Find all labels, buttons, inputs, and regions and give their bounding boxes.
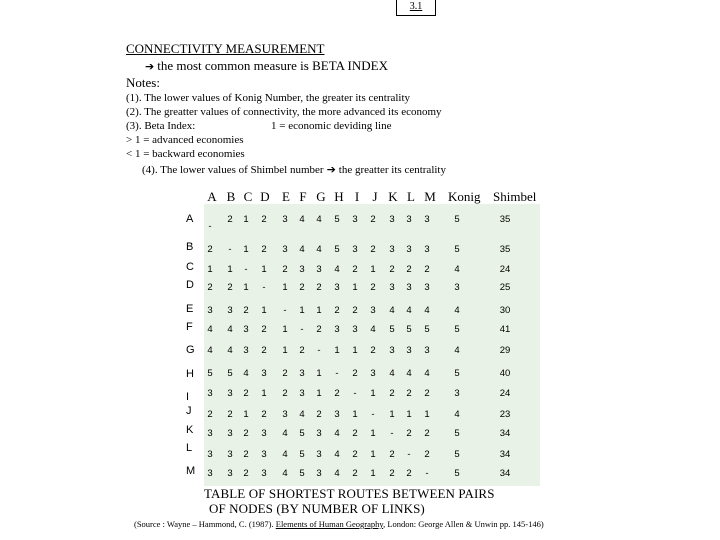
table-cell: 1 <box>424 409 430 420</box>
table-cell: 2 <box>424 264 430 275</box>
table-cell: - <box>300 324 304 335</box>
table-cell: 2 <box>243 388 249 399</box>
table-cell: 3 <box>352 324 358 335</box>
table-cell: 2 <box>299 345 305 356</box>
table-cell: 2 <box>389 388 395 399</box>
row-label-a: A <box>186 213 194 225</box>
shimbel-value: 35 <box>499 244 511 255</box>
table-cell: 1 <box>227 264 233 275</box>
table-cell: 2 <box>424 449 430 460</box>
table-cell: 1 <box>370 264 376 275</box>
column-header-f: F <box>299 189 307 204</box>
caption-line-2: OF NODES (BY NUMBER OF LINKS) <box>209 501 425 516</box>
row-label-k: K <box>186 424 194 436</box>
table-cell: 2 <box>370 244 376 255</box>
table-cell: 4 <box>406 368 412 379</box>
table-cell: 4 <box>370 324 376 335</box>
table-cell: 2 <box>352 368 358 379</box>
table-cell: 3 <box>424 244 430 255</box>
table-cell: 1 <box>352 282 358 293</box>
konig-value: 5 <box>454 368 460 379</box>
table-cell: - <box>262 282 266 293</box>
table-cell: - <box>283 305 287 316</box>
column-header-e: E <box>282 189 290 204</box>
source-after: , London: George Allen & Unwin pp. 145-146) <box>383 519 544 529</box>
table-cell: 4 <box>389 368 395 379</box>
table-cell: 2 <box>227 214 233 225</box>
column-header-l: L <box>407 189 415 204</box>
table-cell: 3 <box>227 305 233 316</box>
table-cell: 4 <box>389 305 395 316</box>
table-cell: - <box>208 221 212 232</box>
row-label-m: M <box>186 465 196 477</box>
table-cell: 5 <box>389 324 395 335</box>
table-cell: 3 <box>261 468 267 479</box>
table-cell: - <box>425 468 429 479</box>
table-cell: 4 <box>334 468 340 479</box>
konig-value: 4 <box>454 409 460 420</box>
table-cell: 3 <box>406 214 412 225</box>
column-header-g: G <box>316 189 326 204</box>
table-cell: 3 <box>424 282 430 293</box>
row-label-j: J <box>186 405 192 417</box>
table-cell: 4 <box>227 345 233 356</box>
table-cell: 3 <box>316 428 322 439</box>
shimbel-value: 24 <box>499 388 511 399</box>
table-row <box>204 280 540 296</box>
notes-label: Notes: <box>126 75 160 90</box>
table-cell: 1 <box>261 264 267 275</box>
table-cell: 1 <box>334 345 340 356</box>
table-cell: 3 <box>227 468 233 479</box>
table-cell: 4 <box>282 449 288 460</box>
shimbel-value: 34 <box>499 468 511 479</box>
table-cell: 5 <box>299 468 305 479</box>
table-row <box>204 447 540 463</box>
table-cell: 1 <box>370 388 376 399</box>
table-cell: 3 <box>406 244 412 255</box>
konig-value: 4 <box>454 305 460 316</box>
table-cell: 2 <box>207 244 213 255</box>
konig-value: 4 <box>454 264 460 275</box>
table-cell: 1 <box>316 305 322 316</box>
table-cell: 4 <box>424 305 430 316</box>
column-header-a: A <box>207 189 217 204</box>
table-cell: 5 <box>334 214 340 225</box>
table-cell: 4 <box>334 264 340 275</box>
konig-value: 3 <box>454 282 460 293</box>
table-cell: 2 <box>299 282 305 293</box>
table-cell: 2 <box>352 449 358 460</box>
shimbel-value: 29 <box>499 345 511 356</box>
subtitle <box>142 58 388 74</box>
table-row <box>204 303 540 319</box>
table-cell: 1 <box>243 214 249 225</box>
table-cell: - <box>353 388 357 399</box>
note-4-after: the greatter its centrality <box>338 164 446 176</box>
column-header-shimbel: Shimbel <box>493 189 537 204</box>
shimbel-value: 23 <box>499 409 511 420</box>
column-header-k: K <box>388 189 398 204</box>
table-cell: 1 <box>406 409 412 420</box>
table-cell: 5 <box>406 324 412 335</box>
table-cell: 3 <box>406 345 412 356</box>
table-cell: 2 <box>406 388 412 399</box>
table-cell: 1 <box>370 428 376 439</box>
arrow-right-icon: ➔ <box>145 60 155 73</box>
konig-value: 5 <box>454 468 460 479</box>
konig-value: 3 <box>454 388 460 399</box>
table-cell: 3 <box>389 282 395 293</box>
table-cell: 1 <box>282 345 288 356</box>
shimbel-value: 40 <box>499 368 511 379</box>
table-cell: 3 <box>207 388 213 399</box>
table-cell: 4 <box>406 305 412 316</box>
table-cell: 3 <box>389 214 395 225</box>
row-label-l: L <box>186 442 193 454</box>
note-3-advanced: > 1 = advanced economies <box>126 134 244 146</box>
table-cell: 4 <box>424 368 430 379</box>
table-cell: 2 <box>334 388 340 399</box>
table-cell: 2 <box>316 409 322 420</box>
column-header-konig: Konig <box>448 189 481 204</box>
table-cell: 3 <box>389 244 395 255</box>
table-cell: - <box>407 449 411 460</box>
table-cell: 1 <box>243 409 249 420</box>
table-row <box>204 386 540 402</box>
caption-line-1: TABLE OF SHORTEST ROUTES BETWEEN PAIRS <box>204 486 495 501</box>
table-cell: 4 <box>282 468 288 479</box>
note-3-label: (3). Beta Index: <box>126 120 196 132</box>
table-cell: 5 <box>227 368 233 379</box>
table-cell: 3 <box>243 324 249 335</box>
table-cell: 1 <box>282 324 288 335</box>
shimbel-value: 41 <box>499 324 511 335</box>
table-cell: 2 <box>389 468 395 479</box>
column-header-m: M <box>424 189 436 204</box>
table-cell: 2 <box>406 428 412 439</box>
table-cell: 4 <box>243 368 249 379</box>
table-row <box>204 366 540 382</box>
table-cell: 2 <box>389 264 395 275</box>
table-cell: 1 <box>261 388 267 399</box>
row-label-b: B <box>186 241 194 253</box>
table-cell: 3 <box>261 449 267 460</box>
note-3-backward: < 1 = backward economies <box>126 148 245 160</box>
table-cell: 4 <box>316 214 322 225</box>
table-cell: 4 <box>299 244 305 255</box>
table-cell: 3 <box>227 449 233 460</box>
row-label-d: D <box>186 279 194 291</box>
shortest-routes-matrix <box>204 204 540 486</box>
table-cell: 3 <box>352 214 358 225</box>
table-cell: 4 <box>316 244 322 255</box>
table-cell: 4 <box>299 214 305 225</box>
konig-value: 5 <box>454 214 460 225</box>
table-cell: 2 <box>389 449 395 460</box>
arrow-right-icon: ➔ <box>326 163 336 176</box>
row-label-g: G <box>186 344 195 356</box>
konig-value: 5 <box>454 449 460 460</box>
table-cell: 3 <box>282 409 288 420</box>
table-row <box>204 407 540 423</box>
table-cell: 3 <box>243 345 249 356</box>
table-cell: 4 <box>282 428 288 439</box>
table-cell: - <box>371 409 375 420</box>
shimbel-value: 30 <box>499 305 511 316</box>
table-cell: 2 <box>243 305 249 316</box>
table-cell: 2 <box>370 214 376 225</box>
table-cell: 3 <box>424 345 430 356</box>
table-cell: 5 <box>207 368 213 379</box>
table-cell: 2 <box>243 449 249 460</box>
table-cell: 3 <box>207 468 213 479</box>
column-header-d: D <box>260 189 270 204</box>
table-cell: 2 <box>316 282 322 293</box>
table-cell: 5 <box>424 324 430 335</box>
table-cell: 2 <box>406 468 412 479</box>
table-cell: 4 <box>334 428 340 439</box>
subtitle-text: the most common measure is BETA INDEX <box>157 58 388 73</box>
table-cell: 3 <box>282 244 288 255</box>
slide-number-box <box>396 0 436 16</box>
table-cell: 1 <box>207 264 213 275</box>
table-caption <box>204 486 495 516</box>
table-cell: 2 <box>261 324 267 335</box>
table-cell: 1 <box>299 305 305 316</box>
konig-value: 5 <box>454 244 460 255</box>
row-label-e: E <box>186 303 194 315</box>
source-title: Elements of Human Geography <box>275 519 384 529</box>
table-cell: 3 <box>334 282 340 293</box>
table-cell: 2 <box>424 428 430 439</box>
table-cell: 2 <box>261 244 267 255</box>
table-cell: 3 <box>299 388 305 399</box>
table-cell: 2 <box>227 409 233 420</box>
table-cell: 1 <box>389 409 395 420</box>
table-cell: 2 <box>282 368 288 379</box>
table-cell: 1 <box>243 244 249 255</box>
table-cell: 1 <box>352 409 358 420</box>
table-cell: 2 <box>227 282 233 293</box>
table-cell: 2 <box>370 345 376 356</box>
table-cell: 2 <box>352 468 358 479</box>
table-cell: 3 <box>352 244 358 255</box>
table-cell: 2 <box>261 214 267 225</box>
table-cell: - <box>335 368 339 379</box>
table-cell: 2 <box>207 282 213 293</box>
table-cell: 3 <box>334 409 340 420</box>
table-row <box>204 212 540 232</box>
table-cell: 5 <box>299 428 305 439</box>
slide-number: 3.1 <box>409 1 423 12</box>
table-row <box>204 322 540 338</box>
table-cell: 2 <box>282 264 288 275</box>
table-cell: 1 <box>316 368 322 379</box>
table-row <box>204 262 540 278</box>
column-header-c: C <box>243 189 253 204</box>
row-label-h: H <box>186 368 194 380</box>
table-cell: 2 <box>352 264 358 275</box>
shimbel-value: 24 <box>499 264 511 275</box>
table-cell: - <box>390 428 394 439</box>
table-cell: 3 <box>316 468 322 479</box>
table-cell: 2 <box>243 468 249 479</box>
note-1: (1). The lower values of Konig Number, the greater its centrality <box>126 92 411 104</box>
page-title: CONNECTIVITY MEASUREMENT <box>126 41 325 56</box>
table-cell: 1 <box>282 282 288 293</box>
table-column-headers <box>0 189 720 205</box>
column-header-h: H <box>334 189 344 204</box>
row-label-i: I <box>186 391 190 403</box>
table-cell: 1 <box>261 305 267 316</box>
note-3-value: 1 = economic deviding line <box>271 120 392 132</box>
table-cell: 2 <box>352 305 358 316</box>
table-cell: 3 <box>370 305 376 316</box>
table-cell: 2 <box>207 409 213 420</box>
table-cell: 2 <box>406 264 412 275</box>
table-cell: 4 <box>334 449 340 460</box>
table-cell: 3 <box>316 264 322 275</box>
table-cell: - <box>317 345 321 356</box>
table-cell: 3 <box>370 368 376 379</box>
table-cell: 4 <box>207 324 213 335</box>
table-cell: 2 <box>261 345 267 356</box>
table-cell: - <box>244 264 248 275</box>
table-cell: 2 <box>316 324 322 335</box>
row-label-c: C <box>186 261 194 273</box>
table-cell: 4 <box>299 409 305 420</box>
table-cell: 1 <box>370 468 376 479</box>
shimbel-value: 34 <box>499 449 511 460</box>
table-cell: 1 <box>316 388 322 399</box>
table-row <box>204 426 540 442</box>
table-row <box>204 343 540 359</box>
table-cell: 2 <box>334 305 340 316</box>
source-before: (Source : Wayne – Hammond, C. (1987). <box>134 519 276 529</box>
column-header-j: J <box>372 189 378 204</box>
table-row <box>204 242 540 258</box>
table-cell: 3 <box>261 368 267 379</box>
table-cell: 2 <box>261 409 267 420</box>
konig-value: 5 <box>454 428 460 439</box>
table-cell: 3 <box>406 282 412 293</box>
table-cell: 3 <box>299 368 305 379</box>
table-cell: 2 <box>424 388 430 399</box>
table-cell: 3 <box>207 305 213 316</box>
row-label-f: F <box>186 321 193 333</box>
table-cell: - <box>228 244 232 255</box>
table-cell: 3 <box>424 214 430 225</box>
table-cell: 2 <box>352 428 358 439</box>
table-cell: 3 <box>207 449 213 460</box>
shimbel-value: 35 <box>499 214 511 225</box>
note-4 <box>142 163 446 176</box>
column-header-b: B <box>226 189 236 204</box>
table-cell: 3 <box>316 449 322 460</box>
table-cell: 4 <box>207 345 213 356</box>
shimbel-value: 25 <box>499 282 511 293</box>
konig-value: 4 <box>454 345 460 356</box>
table-cell: 5 <box>334 244 340 255</box>
table-cell: 4 <box>227 324 233 335</box>
table-cell: 2 <box>282 388 288 399</box>
column-header-i: I <box>354 189 360 204</box>
table-cell: 1 <box>352 345 358 356</box>
table-cell: 2 <box>370 282 376 293</box>
table-cell: 3 <box>389 345 395 356</box>
note-4-before: (4). The lower values of Shimbel number <box>142 164 324 176</box>
konig-value: 5 <box>454 324 460 335</box>
shimbel-value: 34 <box>499 428 511 439</box>
table-cell: 1 <box>243 282 249 293</box>
table-cell: 3 <box>261 428 267 439</box>
table-cell: 3 <box>227 388 233 399</box>
table-cell: 1 <box>370 449 376 460</box>
table-row <box>204 466 540 482</box>
table-cell: 3 <box>334 324 340 335</box>
table-cell: 5 <box>299 449 305 460</box>
table-cell: 3 <box>227 428 233 439</box>
table-cell: 3 <box>299 264 305 275</box>
table-cell: 2 <box>243 428 249 439</box>
table-cell: 3 <box>282 214 288 225</box>
table-cell: 3 <box>207 428 213 439</box>
note-2: (2). The greatter values of connectivity, the more advanced its economy <box>126 106 442 118</box>
source-citation <box>134 519 544 529</box>
